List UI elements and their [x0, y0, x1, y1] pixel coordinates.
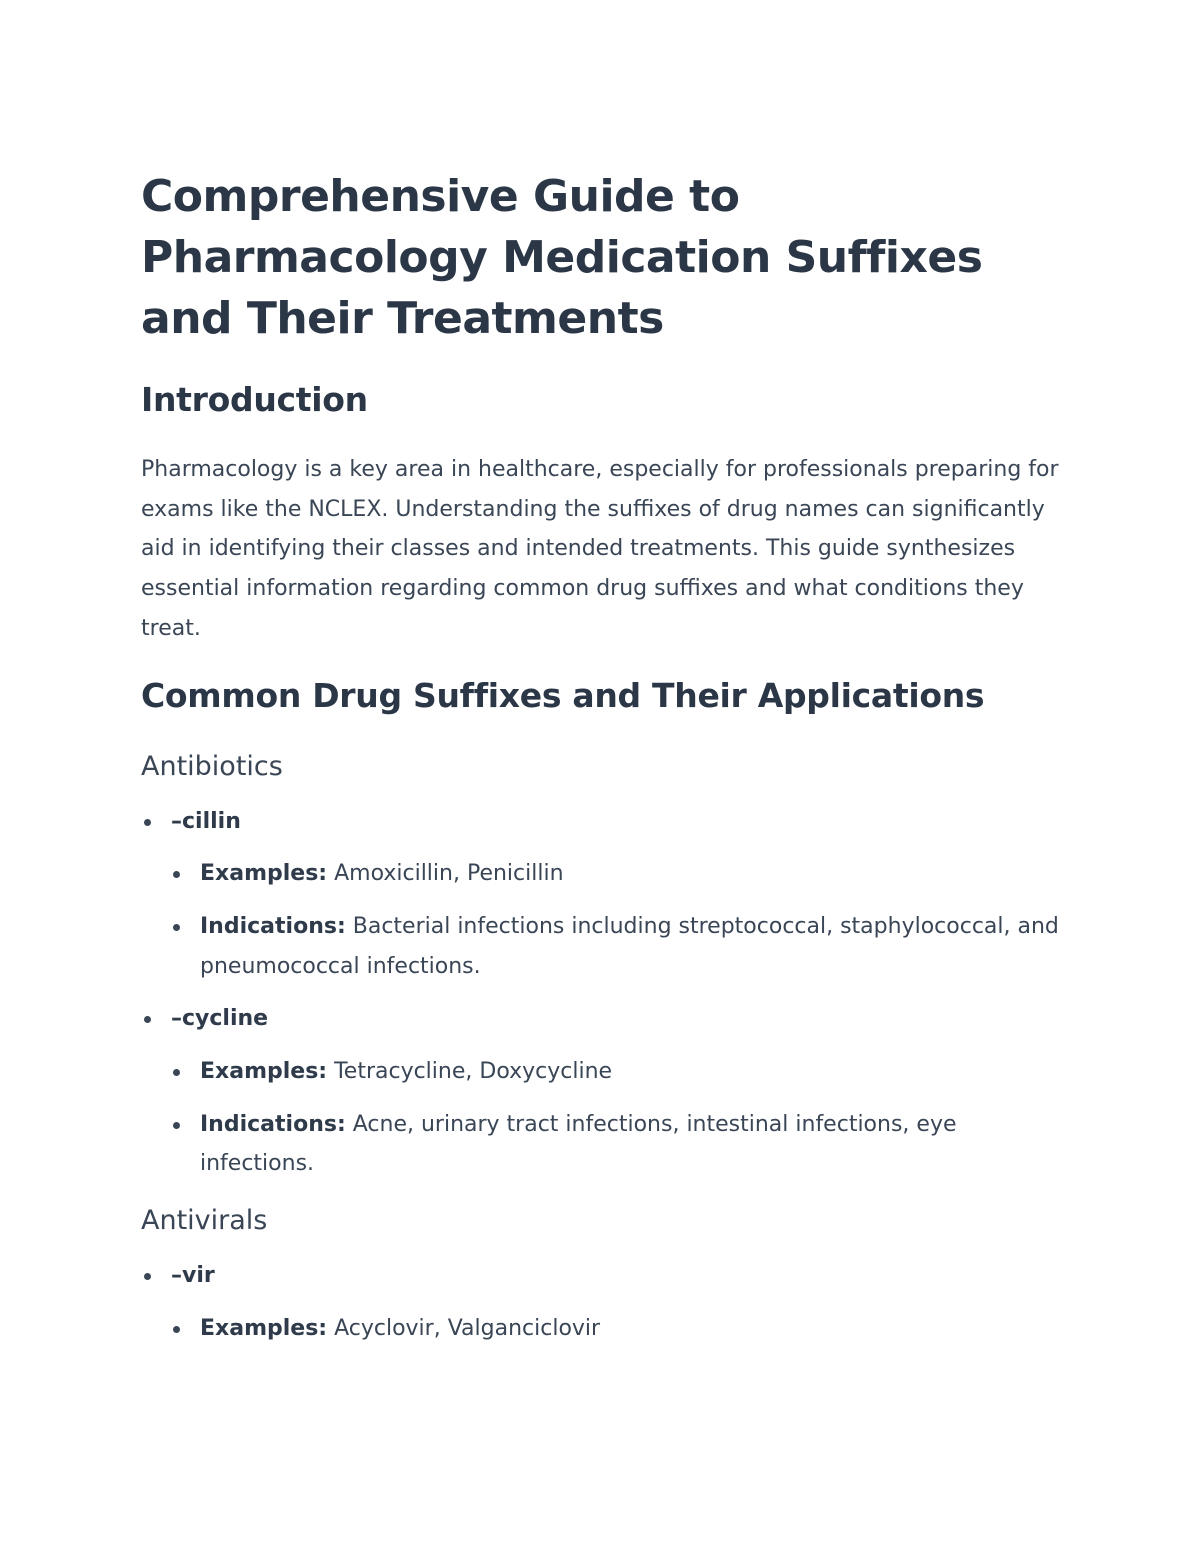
suffix-label: –vir: [171, 1263, 215, 1289]
bullet-icon: [144, 1016, 151, 1023]
antibiotics-heading: Antibiotics: [141, 750, 283, 782]
examples-item-cillin: [141, 854, 1071, 894]
indications-item-cillin: [141, 907, 1071, 986]
introduction-paragraph: Pharmacology is a key area in healthcare, especially for professionals preparing for exams like the NCLEX. Understanding the suffixes of drug names can significantly aid in identifying their classes and intended treatments. This guide synthesizes essential information regarding common drug suffixes and what conditions they treat.: [141, 457, 1059, 641]
indications-text: Bacterial infections including streptococcal, staphylococcal, and pneumococcal infections.: [200, 913, 1059, 979]
examples-text: Acyclovir, Valganciclovir: [327, 1315, 601, 1341]
suffix-label: –cillin: [171, 808, 241, 834]
page-title: Comprehensive Guide to Pharmacology Medication Suffixes and Their Treatments: [141, 171, 983, 344]
introduction-heading: Introduction: [141, 380, 368, 419]
examples-label: Examples:: [200, 861, 328, 887]
examples-label: Examples:: [200, 1059, 328, 1085]
suffixes-section-heading: Common Drug Suffixes and Their Applications: [141, 675, 985, 715]
indications-item-cycline: [141, 1105, 1071, 1184]
examples-text: Amoxicillin, Penicillin: [327, 861, 564, 887]
examples-item-cycline: [141, 1052, 1071, 1092]
document-page: [141, 166, 1071, 1362]
suffix-item-vir: [141, 1256, 1071, 1296]
bullet-icon: [173, 871, 180, 878]
examples-label: Examples:: [200, 1315, 328, 1341]
bullet-icon: [173, 1326, 180, 1333]
bullet-icon: [144, 1273, 151, 1280]
examples-item-vir: [141, 1309, 1071, 1349]
suffix-label: –cycline: [171, 1006, 269, 1032]
indications-text: Acne, urinary tract infections, intestinal infections, eye infections.: [200, 1111, 957, 1177]
antibiotics-list: [141, 802, 1071, 1185]
bullet-icon: [173, 924, 180, 931]
suffix-item-cillin: [141, 802, 1071, 842]
suffix-item-cycline: [141, 999, 1071, 1039]
bullet-icon: [144, 819, 151, 826]
bullet-icon: [173, 1069, 180, 1076]
indications-label: Indications:: [200, 913, 346, 939]
indications-label: Indications:: [200, 1111, 346, 1137]
antivirals-heading: Antivirals: [141, 1205, 268, 1237]
antivirals-list: [141, 1256, 1071, 1348]
bullet-icon: [173, 1122, 180, 1129]
examples-text: Tetracycline, Doxycycline: [327, 1059, 613, 1085]
